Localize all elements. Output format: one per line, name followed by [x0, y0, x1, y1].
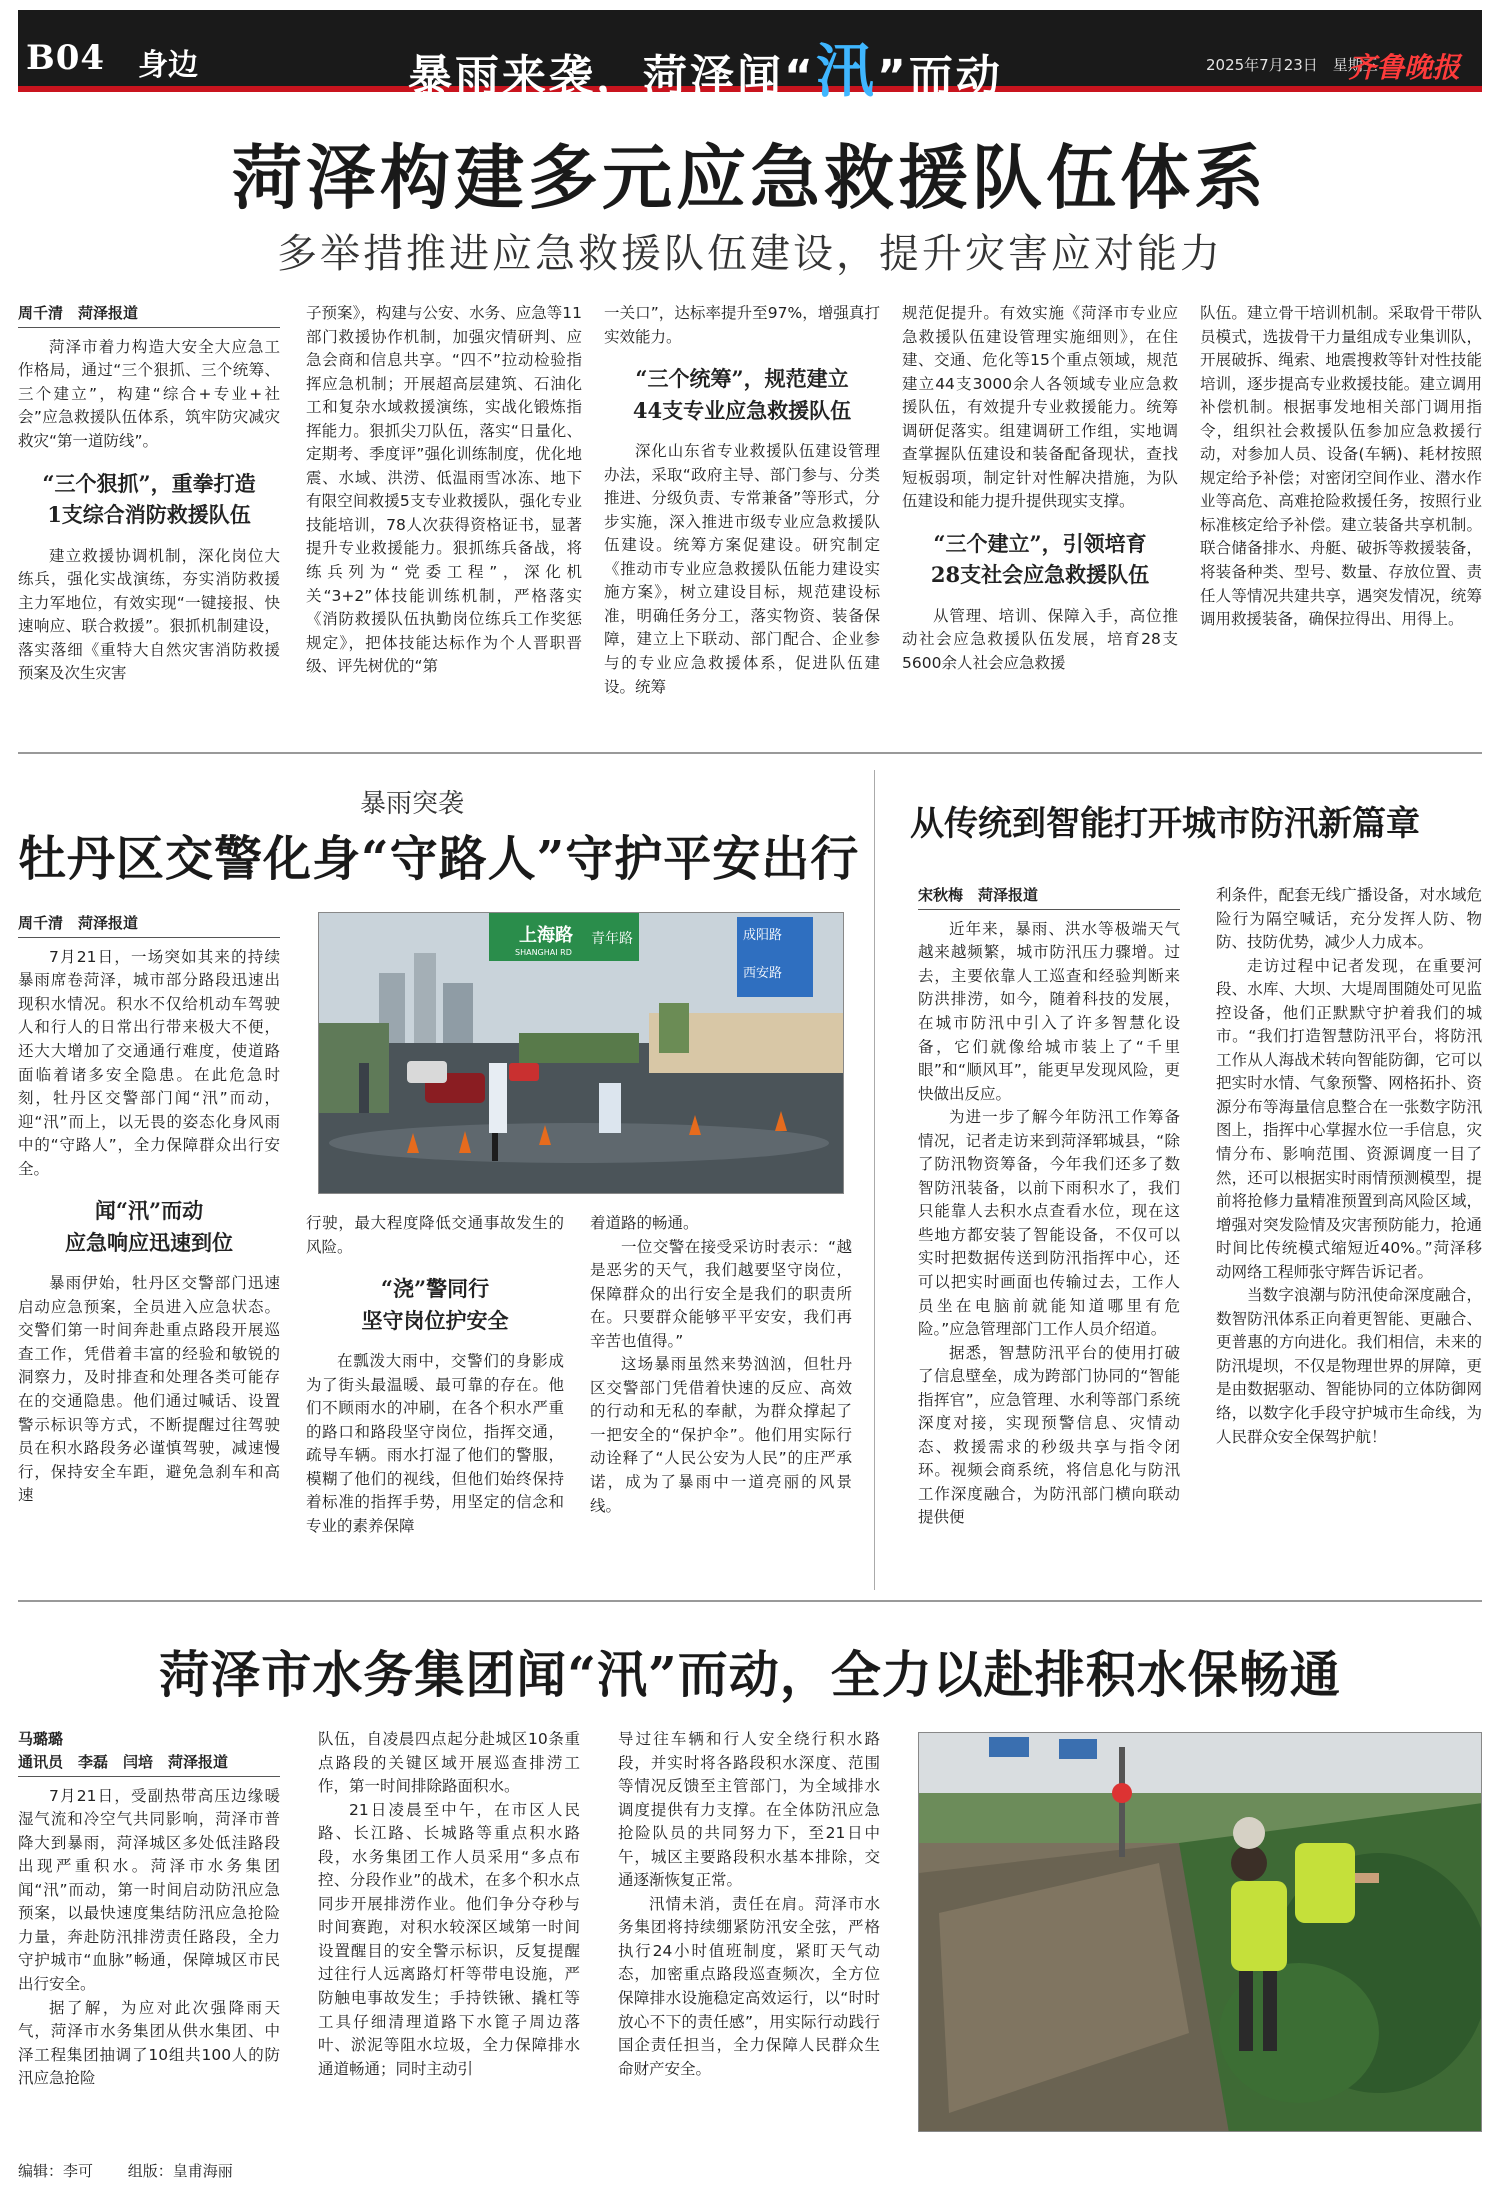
top-story-col-4	[902, 302, 1178, 730]
issue-date: 2025年7月23日 星期三	[1206, 56, 1378, 74]
section-headline-part-a: 暴雨来袭，菏泽闻“	[408, 51, 816, 102]
paragraph: 利条件，配套无线广播设备，对水域危险行为隔空喊话，充分发挥人防、物防、技防优势，减少人力成本。	[1216, 886, 1482, 952]
subheading-line: 应急响应迅速到位	[65, 1229, 233, 1255]
drain-clearing-image	[919, 1733, 1482, 2132]
page-number: B04	[26, 38, 106, 78]
subheading-line: “浇”警同行	[380, 1276, 490, 1302]
subheading-line: “三个统筹”，规范建立	[635, 366, 849, 392]
paragraph: 规范促提升。有效实施《菏泽市专业应急救援队伍建设管理实施细则》，在住建、交通、危化等15个重点领域，规范建立44支3000余人各领域专业应急救援队伍，有效提升专业救援能力。统筹调研促落实。组建调研工作组，实地调查掌握队伍建设和装备配备现状，查找短板弱项，制定针对性解决措施，为队伍建设和能力提升提供现实支撑。	[902, 304, 1178, 511]
paragraph: 在瓢泼大雨中，交警们的身影成为了街头最温暖、最可靠的存在。他们不顾雨水的冲刷，在各个积水严重的路口和路段坚守岗位，指挥交通，疏导车辆。雨水打湿了他们的警服，模糊了他们的视线，但他们始终保持着标准的指挥手势，用坚定的信念和专业的素养保障	[306, 1352, 564, 1535]
story3-title: 从传统到智能打开城市防汛新篇章	[910, 804, 1420, 844]
paragraph: 队伍，自凌晨四点起分赴城区10条重点路段的关键区域开展巡查排涝工作，第一时间排除路面积水。	[318, 1730, 580, 1796]
paragraph: 一位交警在接受采访时表示：“越是恶劣的天气，我们越要坚守岗位，保障群众的出行安全是我们的职责所在。只要群众能够平平安安，我们再辛苦也值得。”	[590, 1237, 852, 1350]
subheading-line: 1支综合消防救援队伍	[47, 502, 251, 528]
story2-col-3	[590, 1212, 852, 1580]
road-sign-xian: 西安路	[743, 966, 783, 981]
paragraph: 行驶，最大程度降低交通事故发生的风险。	[306, 1214, 564, 1256]
top-story-col-5	[1200, 302, 1482, 730]
subheading-line: 44支专业应急救援队伍	[632, 397, 852, 423]
story2-col-1	[18, 912, 280, 1580]
paragraph: 走访过程中记者发现，在重要河段、水库、大坝、大堤周围随处可见监控设备，他们正默默守护着我们的城市。“我们打造智慧防汛平台，将防汛工作从人海战术转向智能防御，它可以把实时水情、气象预警、网格拓扑、资源分布等海量信息整合在一张数字防汛图上，指挥中心掌握水位一手信息，灾情分布、影响范围、资源调度一目了然，还可以根据实时雨情预测模型，提前将抢修力量精准预置到高风险区域，增强对突发险情及灾害预防能力，抢通时间比传统模式缩短近40%。”菏泽移动网络工程师张守辉告诉记者。	[1216, 956, 1482, 1281]
story2-photo	[318, 912, 844, 1194]
section-divider	[18, 752, 1482, 754]
story2-col-2	[306, 1212, 564, 1580]
layout-credit: 组版：皇甫海丽	[127, 2162, 233, 2180]
section-divider	[18, 1600, 1482, 1602]
road-sign-shanghai-en: SHANGHAI RD	[515, 948, 572, 957]
story2-title: 牡丹区交警化身“守路人”守护平安出行	[18, 831, 860, 887]
story3-col-2	[1216, 884, 1482, 1580]
subheading	[306, 1273, 564, 1336]
paragraph: 子预案》，构建与公安、水务、应急等11部门救援协作机制，加强灾情研判、应急会商和信息共享。“四不”拉动检验指挥应急机制；开展超高层建筑、石油化工和复杂水域救援演练，实战化锻炼指挥能力。狠抓尖刀队伍，落实“日量化、定期考、季度评”强化训练制度，优化地震、水域、洪涝、低温雨雪冰冻、地下有限空间救援5支专业救援队，强化专业技能培训，78人次获得资格证书，显著提升专业救援能力。狠抓练兵备战，将练兵列为“党委工程”，深化机关“3+2”体技能训练机制，严格落实《消防救援队伍执勤岗位练兵工作奖惩规定》，把体技能达标作为个人晋职晋级、评先树优的“第	[306, 304, 582, 676]
section-name: 身边	[138, 48, 198, 83]
newspaper-logo: 齐鲁晚报	[1348, 51, 1461, 84]
paragraph: 从管理、培训、保障入手，高位推动社会应急救援队伍发展，培育28支5600余人社会应急救援	[902, 606, 1178, 673]
paragraph: 建立救援协调机制，深化岗位大练兵，强化实战演练，夯实消防救援主力军地位，有效实现“一键接报、快速响应、联合救援”。狠抓机制建设，落实落细《重特大自然灾害消防救援预案及次生灾害	[18, 546, 280, 683]
top-story-byline: 周千清 菏泽报道	[18, 302, 280, 328]
paragraph: 据了解，为应对此次强降雨天气，菏泽市水务集团从供水集团、中泽工程集团抽调了10组共100人的防汛应急抢险	[18, 1998, 280, 2088]
road-sign-chengyang: 成阳路	[743, 928, 783, 943]
paragraph: 为进一步了解今年防汛工作筹备情况，记者走访来到菏泽郓城县，“除了防汛物资筹备，今年我们还多了数智防汛装备，以前下雨积水了，我们只能靠人去积水点查看水位，现在这些地方都安装了智能设备，不仅可以实时把数据传送到防汛指挥中心，还可以把实时画面也传输过去，工作人员坐在电脑前就能知道哪里有危险。”应急管理部门工作人员介绍道。	[918, 1108, 1180, 1339]
subheading-line: 28支社会应急救援队伍	[930, 562, 1150, 588]
story4-col-1	[18, 1728, 280, 2150]
masthead	[18, 10, 1482, 105]
paragraph: 着道路的畅通。	[590, 1214, 699, 1232]
paragraph: 暴雨伊始，牡丹区交警部门迅速启动应急预案，全员进入应急状态。交警们第一时间奔赴重点路段开展巡查工作，凭借着丰富的经验和敏锐的洞察力，及时排查和处理各类可能存在的交通隐患。他们通过喊话、设置警示标识等方式，不断提醒过往驾驶员在积水路段务必谨慎驾驶，减速慢行，保持安全车距，避免急刹车和高速	[18, 1274, 280, 1505]
editor-credit: 编辑：李可	[18, 2162, 94, 2180]
top-story-col-3	[604, 302, 880, 730]
subheading	[604, 363, 880, 426]
story4-title: 菏泽市水务集团闻“汛”而动，全力以赴排积水保畅通	[159, 1645, 1341, 1704]
subheading-line: “三个狠抓”，重拳打造	[42, 470, 256, 496]
subheading	[18, 468, 280, 531]
section-headline	[408, 24, 1003, 108]
story2-byline: 周千清 菏泽报道	[18, 912, 280, 938]
road-sign-qingnian: 青年路	[591, 931, 633, 947]
paragraph: 队伍。建立骨干培训机制。采取骨干带队员模式，选拔骨干力量组成专业集训队，开展破拆、绳索、地震搜救等针对性技能培训，逐步提高专业救援技能。建立调用补偿机制。根据事发地相关部门调用指令，组织社会救援队伍参加应急救援行动，对参加人员、设备(车辆)、耗材按照规定给予补偿；对密闭空间作业、潜水作业等高危、高难抢险救援任务，按照行业标准核定给予补偿。建立装备共享机制。联合储备排水、舟艇、破拆等救援装备，将装备种类、型号、数量、存放位置、责任人等情况共建共享，遇突发情况，统筹调用救援装备，确保拉得出、用得上。	[1200, 304, 1482, 629]
top-story-col-1	[18, 302, 280, 730]
story3-byline: 宋秋梅 菏泽报道	[918, 884, 1180, 910]
story4-byline-author: 马璐璐	[18, 1730, 64, 1748]
story4-photo	[918, 1732, 1482, 2132]
section-headline-part-b: ”而动	[876, 51, 1003, 102]
subheading-line: “三个建立”，引领培育	[933, 530, 1147, 556]
paragraph: 这场暴雨虽然来势汹汹，但牡丹区交警部门凭借着快速的反应、高效的行动和无私的奉献，为群众撑起了一把安全的“保护伞”。他们用实际行动诠释了“人民公安为人民”的庄严承诺，成为了暴雨中一道亮丽的风景线。	[590, 1355, 852, 1515]
story4-byline: 通讯员 李磊 闫培 菏泽报道	[18, 1751, 280, 1777]
paragraph: 21日凌晨至中午，在市区人民路、长江路、长城路等重点积水路段，水务集团工作人员采用“多点布控、分段作业”的战术，在多个积水点同步开展排涝作业。他们争分夺秒与时间赛跑，对积水较深区域第一时间设置醒目的安全警示标识，反复提醒过往行人远离路灯杆等带电设施，严防触电事故发生；手持铁锹、撬杠等工具仔细清理道路下水篦子周边落叶、淤泥等阻水垃圾，全力保障排水通道畅通；同时主动引	[318, 1800, 580, 2078]
subheading-line: 坚守岗位护安全	[361, 1307, 509, 1333]
subheading	[18, 1195, 280, 1258]
story4-col-2	[318, 1728, 580, 2150]
paragraph: 7月21日，一场突如其来的持续暴雨席卷菏泽，城市部分路段迅速出现积水情况。积水不仅给机动车驾驶人和行人的日常出行带来极大不便，还大大增加了交通通行难度，使道路面临着诸多安全隐患。在此危急时刻，牡丹区交警部门闻“汛”而动，迎“汛”而上，以无畏的姿态化身风雨中的“守路人”，全力保障群众出行安全。	[18, 947, 280, 1178]
paragraph: 导过往车辆和行人安全绕行积水路段，并实时将各路段积水深度、范围等情况反馈至主管部门，为全域排水调度提供有力支撑。在全体防汛应急抢险队员的共同努力下，至21日中午，城区主要路段积水基本排除，交通逐渐恢复正常。	[618, 1730, 880, 1890]
story2-kicker: 暴雨突袭	[360, 789, 465, 819]
paragraph: 深化山东省专业救援队伍建设管理办法，采取“政府主导、部门参与、分类推进、分级负责、专常兼备”等形式，分步实施，深入推进市级专业应急救援队伍建设。统筹方案促建设。研究制定《推动市专业应急救援队伍能力建设实施方案》，树立建设目标，规范建设标准，明确任务分工，落实物资、装备保障，建立上下联动、部门配合、企业参与的专业应急救援体系，促进队伍建设。统筹	[604, 442, 880, 696]
subheading-line: 闻“汛”而动	[94, 1198, 204, 1224]
paragraph: 据悉，智慧防汛平台的使用打破了信息壁垒，成为跨部门协同的“智能指挥官”，应急管理、水利等部门系统深度对接，实现预警信息、灾情动态、救援需求的秒级共享与指令闭环。视频会商系统，将信息化与防汛工作深度融合，为防汛部门横向联动提供便	[918, 1343, 1180, 1527]
story4-col-3	[618, 1728, 880, 2150]
road-sign-shanghai: 上海路	[519, 925, 573, 946]
section-headline-highlight: 汛	[815, 37, 877, 105]
paragraph: 一关口”，达标率提升至97%，增强真打实效能力。	[604, 304, 880, 346]
flooded-street-image	[319, 913, 844, 1194]
top-story-title: 菏泽构建多元应急救援队伍体系	[232, 136, 1268, 219]
story3-col-1	[918, 884, 1180, 1580]
subheading	[902, 528, 1178, 591]
top-story-col-2	[306, 302, 582, 730]
page-footer	[18, 2160, 263, 2181]
column-divider	[874, 770, 875, 1590]
paragraph: 近年来，暴雨、洪水等极端天气越来越频繁，城市防汛压力骤增。过去，主要依靠人工巡查和经验判断来防洪排涝，如今，随着科技的发展，在城市防汛中引入了许多智慧化设备，它们就像给城市装上了“千里眼”和“顺风耳”，能更早发现风险，更快做出反应。	[918, 919, 1180, 1103]
paragraph: 菏泽市着力构造大安全大应急工作格局，通过“三个狠抓、三个统筹、三个建立”，构建“综合+专业+社会”应急救援队伍体系，筑牢防灾减灾救灾“第一道防线”。	[18, 337, 280, 450]
top-story-subtitle: 多举措推进应急救援队伍建设，提升灾害应对能力	[277, 231, 1223, 277]
paragraph: 汛情未消，责任在肩。菏泽市水务集团将持续绷紧防汛安全弦，严格执行24小时值班制度，紧盯天气动态，加密重点路段巡查频次，全方位保障排水设施稳定高效运行，以“时时放心不下的责任感”，用实际行动践行国企责任担当，全力保障人民群众生命财产安全。	[618, 1894, 880, 2078]
paragraph: 当数字浪潮与防汛使命深度融合，数智防汛体系正向着更智能、更融合、更普惠的方向进化。我们相信，未来的防汛堤坝，不仅是物理世界的屏障，更是由数据驱动、智能协同的立体防御网络，以数字化手段守护城市生命线，为人民群众安全保驾护航！	[1216, 1286, 1482, 1446]
paragraph: 7月21日，受副热带高压边缘暖湿气流和冷空气共同影响，菏泽市普降大到暴雨，菏泽城区多处低洼路段出现严重积水。菏泽市水务集团闻“汛”而动，第一时间启动防汛应急预案，以最快速度集结防汛应急抢险力量，奔赴防汛排涝责任路段，全力守护城市“血脉”畅通，保障城区市民出行安全。	[18, 1786, 280, 1993]
